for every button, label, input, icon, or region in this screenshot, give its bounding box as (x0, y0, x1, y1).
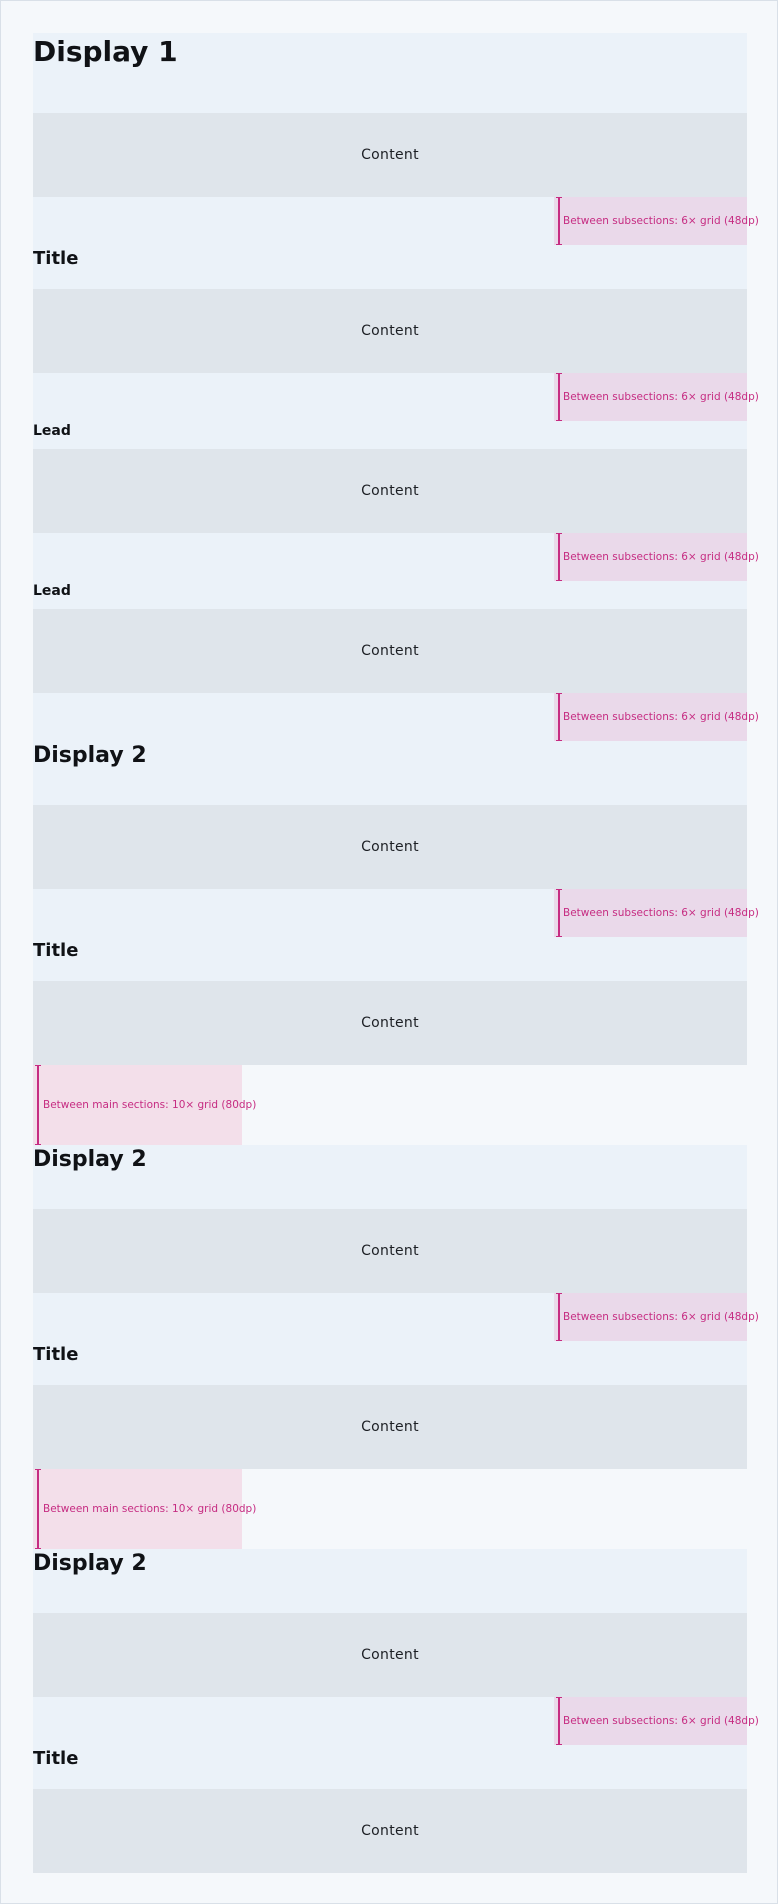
heading-display-2: Display 2 (33, 1147, 147, 1172)
content-block: Content (33, 981, 747, 1065)
subsection-spacing-annotation (554, 197, 759, 245)
content-block: Content (33, 1209, 747, 1293)
heading-lead: Lead (33, 583, 71, 599)
annotation-label: Between subsections: 6× grid (48dp) (563, 551, 759, 563)
subsection-spacing-annotation (554, 1293, 759, 1341)
content-block: Content (33, 113, 747, 197)
subsection-spacing-annotation (554, 693, 759, 741)
spacing-bracket-icon (556, 197, 562, 245)
content-block: Content (33, 289, 747, 373)
heading-title: Title (33, 1748, 79, 1769)
heading-display-2: Display 2 (33, 743, 147, 768)
annotation-label: Between main sections: 10× grid (80dp) (43, 1503, 257, 1515)
subsection-spacing-annotation (554, 889, 759, 937)
spacing-bracket-icon (556, 533, 562, 581)
content-block: Content (33, 805, 747, 889)
heading-lead: Lead (33, 423, 71, 439)
main-section-spacing-annotation (33, 1469, 257, 1549)
annotation-label: Between subsections: 6× grid (48dp) (563, 1715, 759, 1727)
content-block: Content (33, 1613, 747, 1697)
subsection-spacing-annotation (554, 373, 759, 421)
content-block: Content (33, 609, 747, 693)
annotation-label: Between subsections: 6× grid (48dp) (563, 391, 759, 403)
spacing-bracket-icon (556, 1697, 562, 1745)
content-block: Content (33, 1789, 747, 1873)
spacing-bracket-icon (556, 889, 562, 937)
spacing-bracket-icon (556, 693, 562, 741)
heading-display-2: Display 2 (33, 1551, 147, 1576)
content-block: Content (33, 449, 747, 533)
main-section-spacing-annotation (33, 1065, 257, 1145)
content-block: Content (33, 1385, 747, 1469)
annotation-label: Between main sections: 10× grid (80dp) (43, 1099, 257, 1111)
spacing-bracket-icon (35, 1065, 41, 1145)
spacing-bracket-icon (35, 1469, 41, 1549)
heading-display-1: Display 1 (33, 35, 178, 68)
heading-title: Title (33, 1344, 79, 1365)
spacing-bracket-icon (556, 373, 562, 421)
subsection-spacing-annotation (554, 533, 759, 581)
annotation-label: Between subsections: 6× grid (48dp) (563, 711, 759, 723)
subsection-spacing-annotation (554, 1697, 759, 1745)
heading-title: Title (33, 940, 79, 961)
annotation-label: Between subsections: 6× grid (48dp) (563, 907, 759, 919)
heading-title: Title (33, 248, 79, 269)
spacing-bracket-icon (556, 1293, 562, 1341)
annotation-label: Between subsections: 6× grid (48dp) (563, 215, 759, 227)
annotation-label: Between subsections: 6× grid (48dp) (563, 1311, 759, 1323)
